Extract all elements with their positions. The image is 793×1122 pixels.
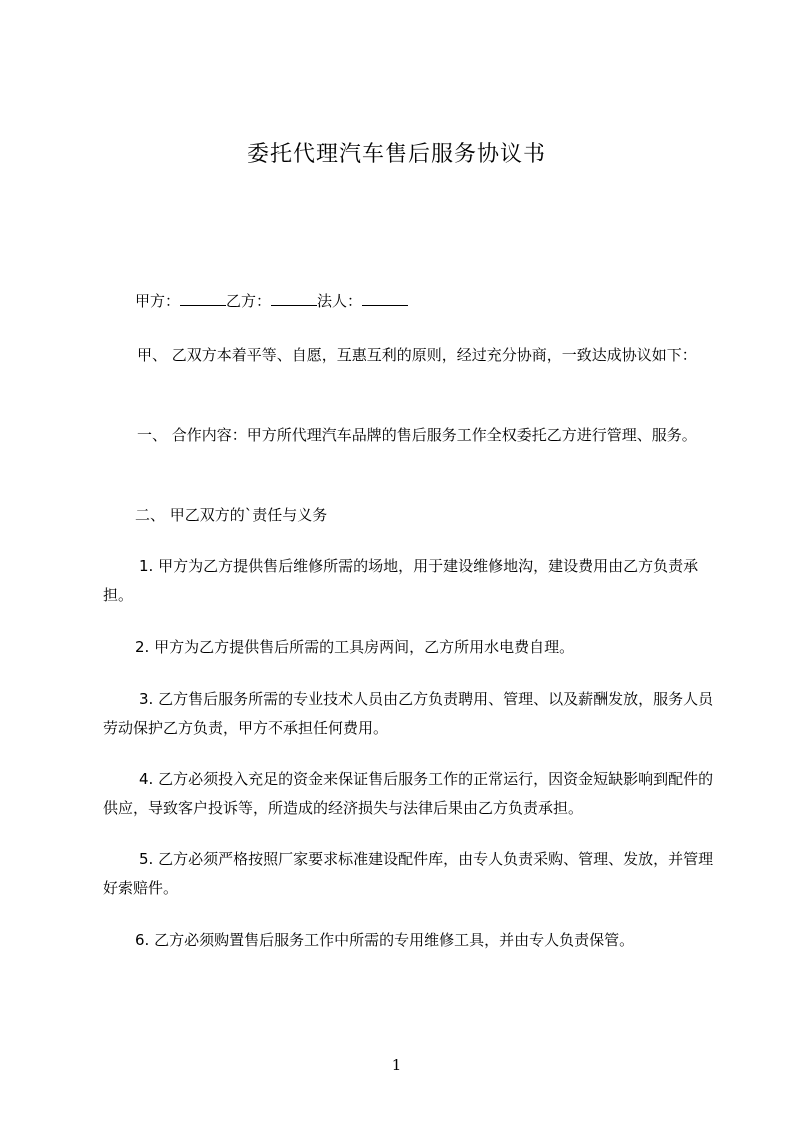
party-b-label: 乙方： — [226, 292, 272, 310]
legal-person-blank — [362, 291, 408, 306]
legal-person-label: 法人： — [317, 292, 363, 310]
paragraph-section-2-heading: 二、 甲乙双方的`责任与义务 — [135, 506, 328, 524]
paragraph-item-5: 5. 乙方必须严格按照厂家要求标准建设配件库，由专人负责采购、管理、发放，并管理好索赔件。 — [103, 850, 714, 897]
document-title: 委托代理汽车售后服务协议书 — [246, 142, 546, 167]
page-number: 1 — [391, 1056, 402, 1074]
party-b-blank — [271, 291, 317, 306]
paragraph-intro: 甲、 乙双方本着平等、自愿，互惠互利的原则，经过充分协商，一致达成协议如下： — [137, 346, 697, 364]
paragraph-item-3: 3. 乙方售后服务所需的专业技术人员由乙方负责聘用、管理、以及薪酬发放，服务人员劳动保护乙方负责，甲方不承担任何费用。 — [103, 690, 714, 737]
parties-line — [103, 287, 715, 316]
party-a-blank — [180, 291, 226, 306]
paragraph-item-2: 2. 甲方为乙方提供售后所需的工具房两间，乙方所用水电费自理。 — [135, 638, 575, 656]
paragraph-item-1: 1. 甲方为乙方提供售后维修所需的场地，用于建设维修地沟，建设费用由乙方负责承担。 — [103, 557, 699, 604]
party-a-label: 甲方： — [135, 292, 181, 310]
paragraph-section-1: 一、 合作内容：甲方所代理汽车品牌的售后服务工作全权委托乙方进行管理、服务。 — [137, 426, 697, 444]
paragraph-item-4: 4. 乙方必须投入充足的资金来保证售后服务工作的正常运行，因资金短缺影响到配件的供应，导致客户投诉等，所造成的经济损失与法律后果由乙方负责承担。 — [103, 770, 714, 817]
paragraph-item-6: 6. 乙方必须购置售后服务工作中所需的专用维修工具，并由专人负责保管。 — [135, 931, 635, 949]
